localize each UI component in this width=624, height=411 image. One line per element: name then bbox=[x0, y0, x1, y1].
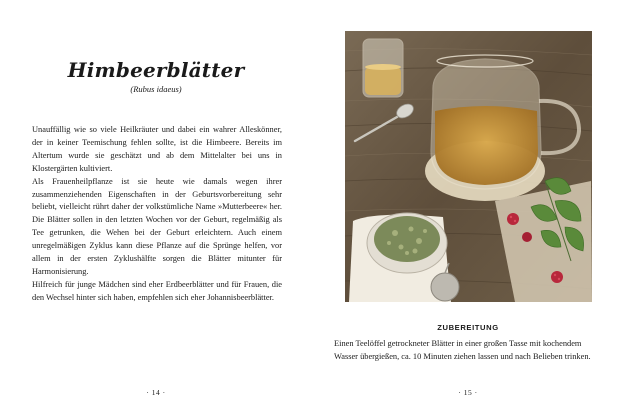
preparation-text: Einen Teelöffel getrockneter Blätter in einer großen Tasse mit kochendem Wasser übergießen, ca. 10 Minuten ziehen lassen und nach Belieben trinken. bbox=[334, 339, 591, 361]
tea-photo bbox=[345, 31, 592, 302]
right-page bbox=[312, 0, 624, 411]
paragraph-2: Als Frauenheilpflanze ist sie heute wie damals wegen ihrer zusammenziehenden Eigenschaften in der Geburtsvorbereitung sehr beliebt, vielleicht rührt daher der volkstümliche Name »Mutterbeere« her. Die Blätter sollen in den letzten Wochen vor der Geburt, regelmäßig als Tee getrunken, die Wehen bei der Geburt erleichtern. Auch einem unregelmäßigen Zyklus kann diese Pflanze auf die Sprünge helfen, vor allem in der ersten Zyklushälfte sorgen die Blätter mitunter für Harmonisierung. bbox=[32, 176, 282, 276]
botanical-name: (Rubus idaeus) bbox=[130, 84, 182, 94]
page-title: Himbeerblätter bbox=[67, 58, 245, 82]
paragraph-1: Unauffällig wie so viele Heilkräuter und dabei ein wahrer Alleskönner, der in keiner Teemischung fehlen sollte, ist die Himbeere. Bereits im Altertum wurde sie geschätzt und ab dem Mittelalter bei uns in Klostergärten kultiviert. bbox=[32, 125, 282, 173]
preparation-heading: ZUBEREITUNG bbox=[437, 323, 499, 332]
page-number-left: · 14 · bbox=[146, 388, 166, 397]
page-number-right: · 15 · bbox=[458, 388, 478, 397]
paragraph-3: Hilfreich für junge Mädchen sind eher Erdbeerblätter und für Frauen, die den Wechsel hinter sich haben, empfehlen sich eher Johannisbeerblätter. bbox=[32, 279, 282, 302]
body-text bbox=[32, 124, 282, 305]
